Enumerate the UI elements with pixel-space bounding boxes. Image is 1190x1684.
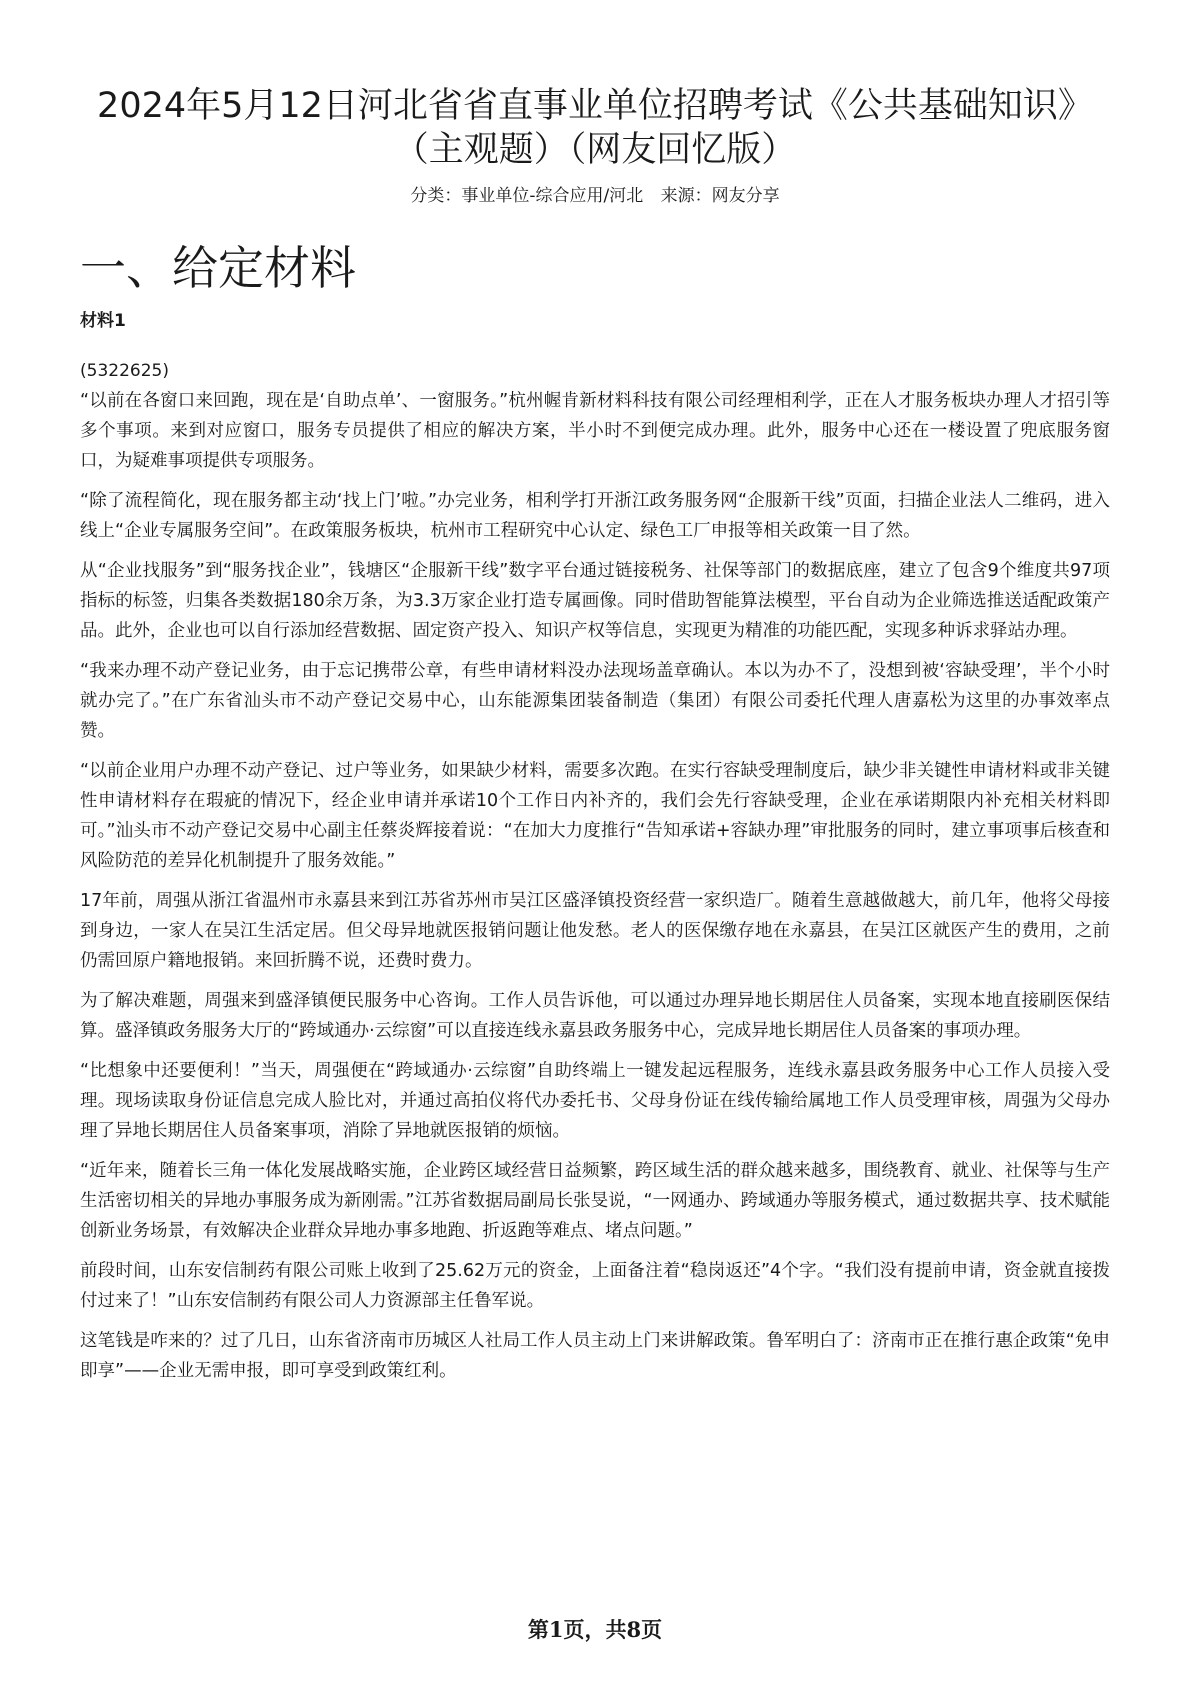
paragraph: 17年前，周强从浙江省温州市永嘉县来到江苏省苏州市吴江区盛泽镇投资经营一家织造厂。随着生意越做越大，前几年，他将父母接到身边，一家人在吴江生活定居。但父母异地就医报销问题让他发愁。老人的医保缴存地在永嘉县，在吴江区就医产生的费用，之前仍需回原户籍地报销。来回折腾不说，还费时费力。 bbox=[80, 891, 1110, 971]
material-content bbox=[80, 356, 1110, 1396]
material-code: (5322625) bbox=[80, 361, 169, 381]
document-meta bbox=[70, 184, 1120, 208]
paragraph: “以前企业用户办理不动产登记、过户等业务，如果缺少材料，需要多次跑。在实行容缺受理制度后，缺少非关键性申请材料或非关键性申请材料存在瑕疵的情况下，经企业申请并承诺10个工作日内补齐的，我们会先行容缺受理，企业在承诺期限内补充相关材料即可。”汕头市不动产登记交易中心副主任蔡炎辉接着说：“在加大力度推行“告知承诺+容缺办理”审批服务的同时，建立事项事后核查和风险防范的差异化机制提升了服务效能。” bbox=[80, 761, 1110, 871]
paragraph: “除了流程简化，现在服务都主动‘找上门’啦。”办完业务，相利学打开浙江政务服务网“企服新干线”页面，扫描企业法人二维码，进入线上“企业专属服务空间”。在政策服务板块，杭州市工程研究中心认定、绿色工厂申报等相关政策一目了然。 bbox=[80, 491, 1110, 541]
material-label: 材料1 bbox=[80, 311, 126, 331]
paragraph: “比想象中还要便利！”当天，周强便在“跨域通办·云综窗”自助终端上一键发起远程服务，连线永嘉县政务服务中心工作人员接入受理。现场读取身份证信息完成人脸比对，并通过高拍仪将代办委托书、父母身份证在线传输给属地工作人员受理审核，周强为父母办理了异地长期居住人员备案事项，消除了异地就医报销的烦恼。 bbox=[80, 1061, 1110, 1141]
paragraph: “近年来，随着长三角一体化发展战略实施，企业跨区域经营日益频繁，跨区域生活的群众越来越多，围绕教育、就业、社保等与生产生活密切相关的异地办事服务成为新刚需。”江苏省数据局副局长张旻说，“一网通办、跨域通办等服务模式，通过数据共享、技术赋能创新业务场景，有效解决企业群众异地办事多地跑、折返跑等难点、堵点问题。” bbox=[80, 1161, 1110, 1241]
paragraph: 前段时间，山东安信制药有限公司账上收到了25.62万元的资金，上面备注着“稳岗返还”4个字。“我们没有提前申请，资金就直接拨付过来了！”山东安信制药有限公司人力资源部主任鲁军说。 bbox=[80, 1261, 1110, 1311]
section-heading: 一、给定材料 bbox=[80, 241, 356, 295]
document-title-line-1: 2024年5月12日河北省省直事业单位招聘考试《公共基础知识》 bbox=[97, 86, 1093, 126]
document-category: 分类：事业单位-综合应用/河北 bbox=[410, 186, 644, 206]
paragraph: 这笔钱是咋来的？过了几日，山东省济南市历城区人社局工作人员主动上门来讲解政策。鲁军明白了：济南市正在推行惠企政策“免申即享”——企业无需申报，即可享受到政策红利。 bbox=[80, 1331, 1110, 1381]
document-title bbox=[70, 84, 1120, 172]
paragraph: 为了解决难题，周强来到盛泽镇便民服务中心咨询。工作人员告诉他，可以通过办理异地长期居住人员备案，实现本地直接刷医保结算。盛泽镇政务服务大厅的“跨域通办·云综窗”可以直接连线永嘉县政务服务中心，完成异地长期居住人员备案的事项办理。 bbox=[80, 991, 1110, 1041]
paragraph: “以前在各窗口来回跑，现在是‘自助点单’、一窗服务。”杭州幄肯新材料科技有限公司经理相利学，正在人才服务板块办理人才招引等多个事项。来到对应窗口，服务专员提供了相应的解决方案，半小时不到便完成办理。此外，服务中心还在一楼设置了兜底服务窗口，为疑难事项提供专项服务。 bbox=[80, 391, 1110, 471]
paragraph: “我来办理不动产登记业务，由于忘记携带公章，有些申请材料没办法现场盖章确认。本以为办不了，没想到被‘容缺受理’，半个小时就办完了。”在广东省汕头市不动产登记交易中心，山东能源集团装备制造（集团）有限公司委托代理人唐嘉松为这里的办事效率点赞。 bbox=[80, 661, 1110, 741]
paragraph: 从“企业找服务”到“服务找企业”，钱塘区“企服新干线”数字平台通过链接税务、社保等部门的数据底座，建立了包含9个维度共97项指标的标签，归集各类数据180余万条，为3.3万家企业打造专属画像。同时借助智能算法模型，平台自动为企业筛选推送适配政策产品。此外，企业也可以自行添加经营数据、固定资产投入、知识产权等信息，实现更为精准的功能匹配，实现多种诉求驿站办理。 bbox=[80, 561, 1110, 641]
document-source: 来源：网友分享 bbox=[660, 186, 780, 206]
document-title-line-2: （主观题）（网友回忆版） bbox=[393, 130, 797, 170]
page-number-footer: 第1页，共8页 bbox=[527, 1617, 663, 1642]
